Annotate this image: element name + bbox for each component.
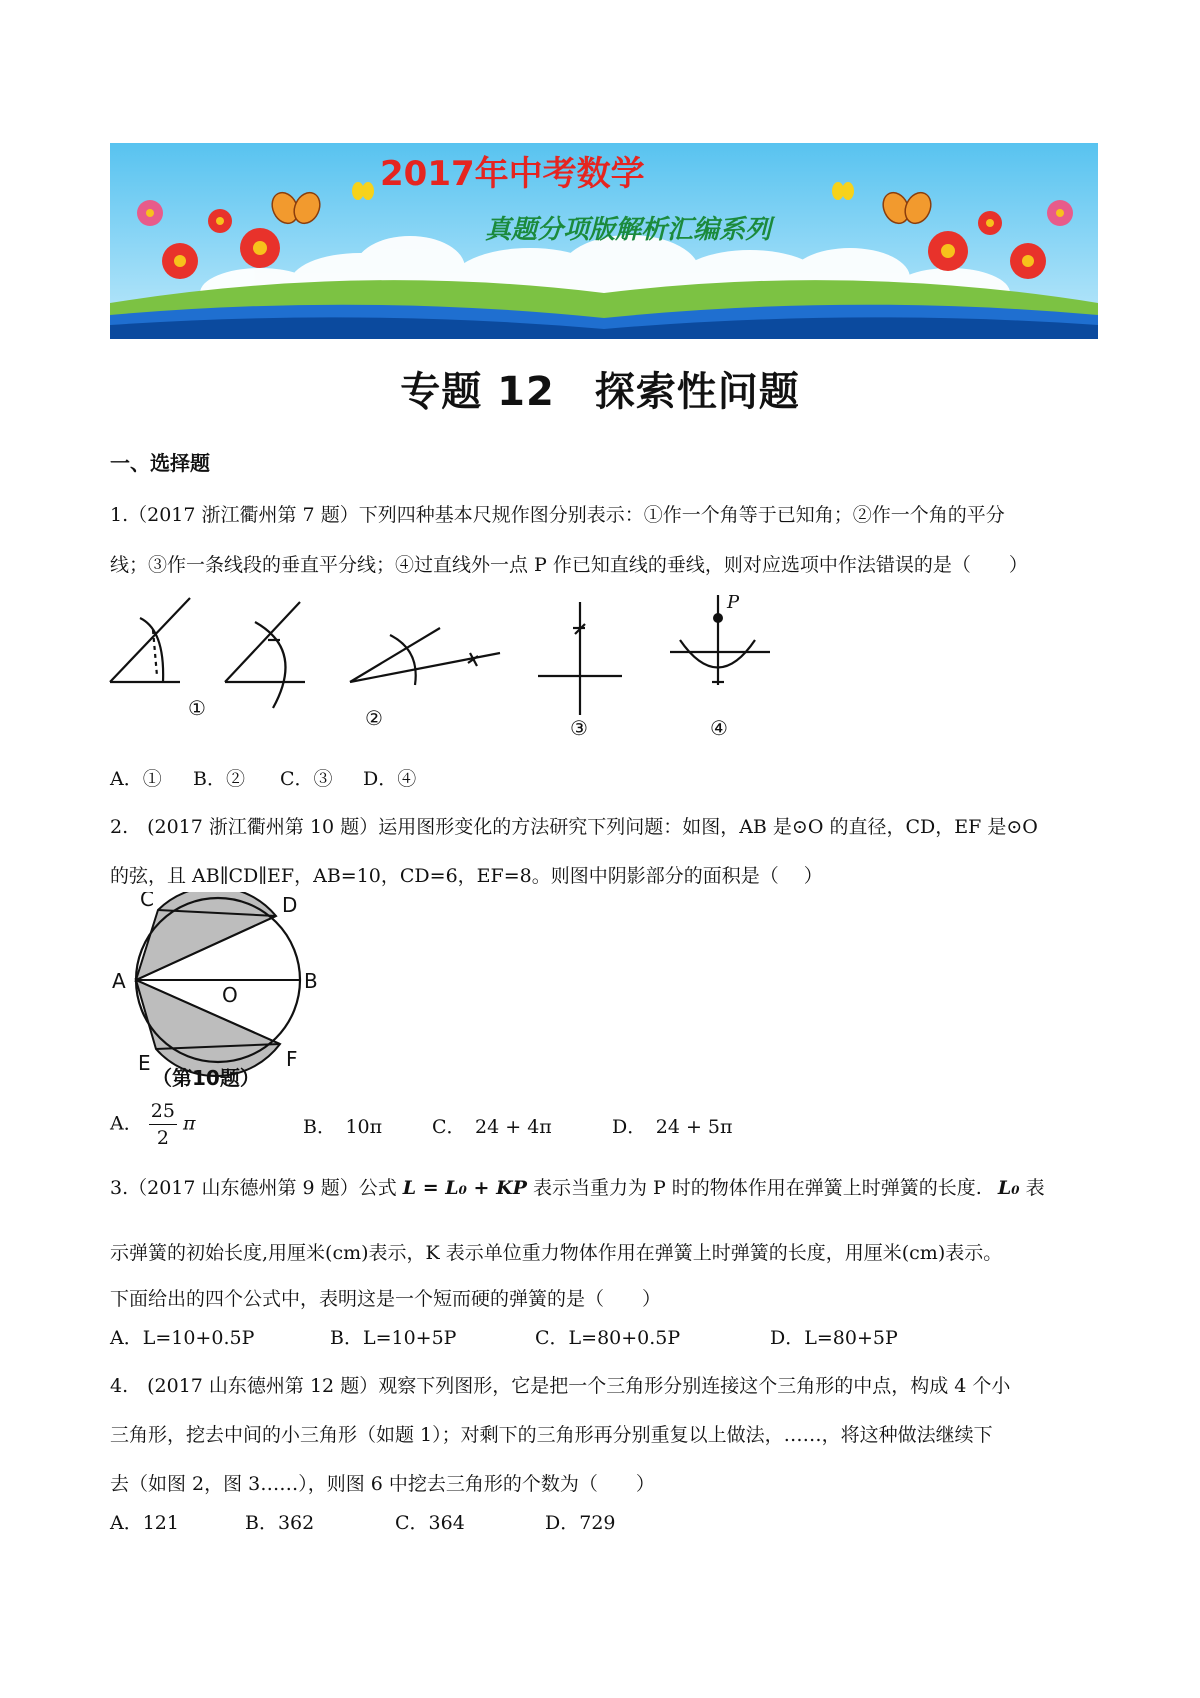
q1-fig-label-1: ① — [188, 696, 206, 720]
q2-option-a[interactable] — [110, 1098, 196, 1151]
q3-option-a[interactable]: A．L=10+0.5P — [110, 1327, 255, 1349]
q3-line1-start: 3.（2017 山东德州第 9 题）公式 — [110, 1177, 397, 1199]
section-heading: 一、选择题 — [110, 451, 210, 475]
q3-line2: 示弹簧的初始长度,用厘米(cm)表示，K 表示单位重力物体作用在弹簧上时弹簧的长度，用厘米(cm)表示。 — [110, 1242, 1003, 1264]
page-title — [0, 360, 1200, 417]
q3-line1 — [110, 1173, 1045, 1200]
banner-subtitle: 真题分项版解析汇编系列 — [485, 215, 772, 245]
q2-point-d: D — [282, 893, 298, 917]
page-title-topic: 探索性问题 — [594, 369, 800, 415]
q3-option-c[interactable]: C．L=80+0.5P — [535, 1327, 681, 1349]
q4-line1: 4. (2017 山东德州第 12 题）观察下列图形，它是把一个三角形分别连接这个三角形的中点，构成 4 个小 — [110, 1375, 1011, 1397]
banner-image — [110, 143, 1098, 339]
q2-option-a-num: 25 — [149, 1098, 177, 1125]
q2-option-a-fraction — [149, 1098, 177, 1151]
q3-option-b[interactable]: B．L=10+5P — [330, 1327, 457, 1349]
q1-figure — [105, 590, 805, 745]
q1-option-b[interactable]: B．② — [193, 768, 245, 790]
q2-point-f: F — [286, 1047, 298, 1071]
q1-fig-label-2: ② — [365, 706, 383, 730]
q1-option-c[interactable]: C．③ — [280, 768, 333, 790]
q3-l0-symbol: L₀ — [997, 1177, 1020, 1199]
q1-line2: 线；③作一条线段的垂直平分线；④过直线外一点 P 作已知直线的垂线，则对应选项中作法错误的是（ ） — [110, 554, 1028, 576]
q4-option-d[interactable]: D．729 — [545, 1512, 616, 1534]
q1-fig-label-3: ③ — [570, 716, 588, 740]
q3-formula: L = L₀ + KP — [402, 1177, 527, 1199]
banner-title: 2017年中考数学 — [380, 154, 645, 194]
q3-line3: 下面给出的四个公式中，表明这是一个短而硬的弹簧的是（ ） — [110, 1288, 662, 1310]
q2-point-e: E — [138, 1051, 151, 1075]
q2-point-b: B — [304, 969, 318, 993]
q2-option-a-pi: π — [183, 1112, 196, 1135]
q3-line1-mid: 表示当重力为 P 时的物体作用在弹簧上时弹簧的长度. — [532, 1177, 982, 1199]
q1-option-a[interactable]: A．① — [110, 768, 162, 790]
q2-option-c[interactable]: C． 24 + 4π — [432, 1116, 552, 1138]
q2-fig-caption: （第10题） — [152, 1066, 260, 1087]
q2-point-a: A — [112, 969, 126, 993]
page-title-main: 专题 12 — [400, 369, 555, 415]
q2-line1: 2. (2017 浙江衢州第 10 题）运用图形变化的方法研究下列问题：如图，AB 是⊙O 的直径，CD，EF 是⊙O — [110, 816, 1038, 838]
q2-point-o: O — [222, 983, 238, 1007]
q4-line2: 三角形，挖去中间的小三角形（如题 1）；对剩下的三角形再分别重复以上做法，……，将这种做法继续下 — [110, 1424, 993, 1446]
q1-line1: 1.（2017 浙江衢州第 7 题）下列四种基本尺规作图分别表示：①作一个角等于已知角；②作一个角的平分 — [110, 504, 1005, 526]
q1-point-p: P — [727, 592, 740, 613]
q3-line1-end: 表 — [1025, 1177, 1045, 1199]
q1-option-d[interactable]: D．④ — [363, 768, 417, 790]
q2-option-b[interactable]: B． 10π — [303, 1116, 383, 1138]
banner-illustration — [110, 143, 1098, 339]
q2-point-c: C — [140, 892, 154, 911]
q2-option-d[interactable]: D． 24 + 5π — [612, 1116, 733, 1138]
q1-fig-label-4: ④ — [710, 716, 728, 740]
q2-option-a-label: A． — [110, 1112, 143, 1135]
q3-option-d[interactable]: D．L=80+5P — [770, 1327, 898, 1349]
q2-line2: 的弦，且 AB∥CD∥EF，AB=10，CD=6，EF=8。则图中阴影部分的面积是（ ） — [110, 865, 823, 887]
q4-option-c[interactable]: C．364 — [395, 1512, 465, 1534]
q2-option-a-den: 2 — [156, 1127, 169, 1149]
q4-option-b[interactable]: B．362 — [245, 1512, 315, 1534]
q4-line3: 去（如图 2，图 3……），则图 6 中挖去三角形的个数为（ ） — [110, 1473, 655, 1495]
q4-option-a[interactable]: A．121 — [110, 1512, 179, 1534]
q2-circle-figure — [110, 892, 330, 1087]
